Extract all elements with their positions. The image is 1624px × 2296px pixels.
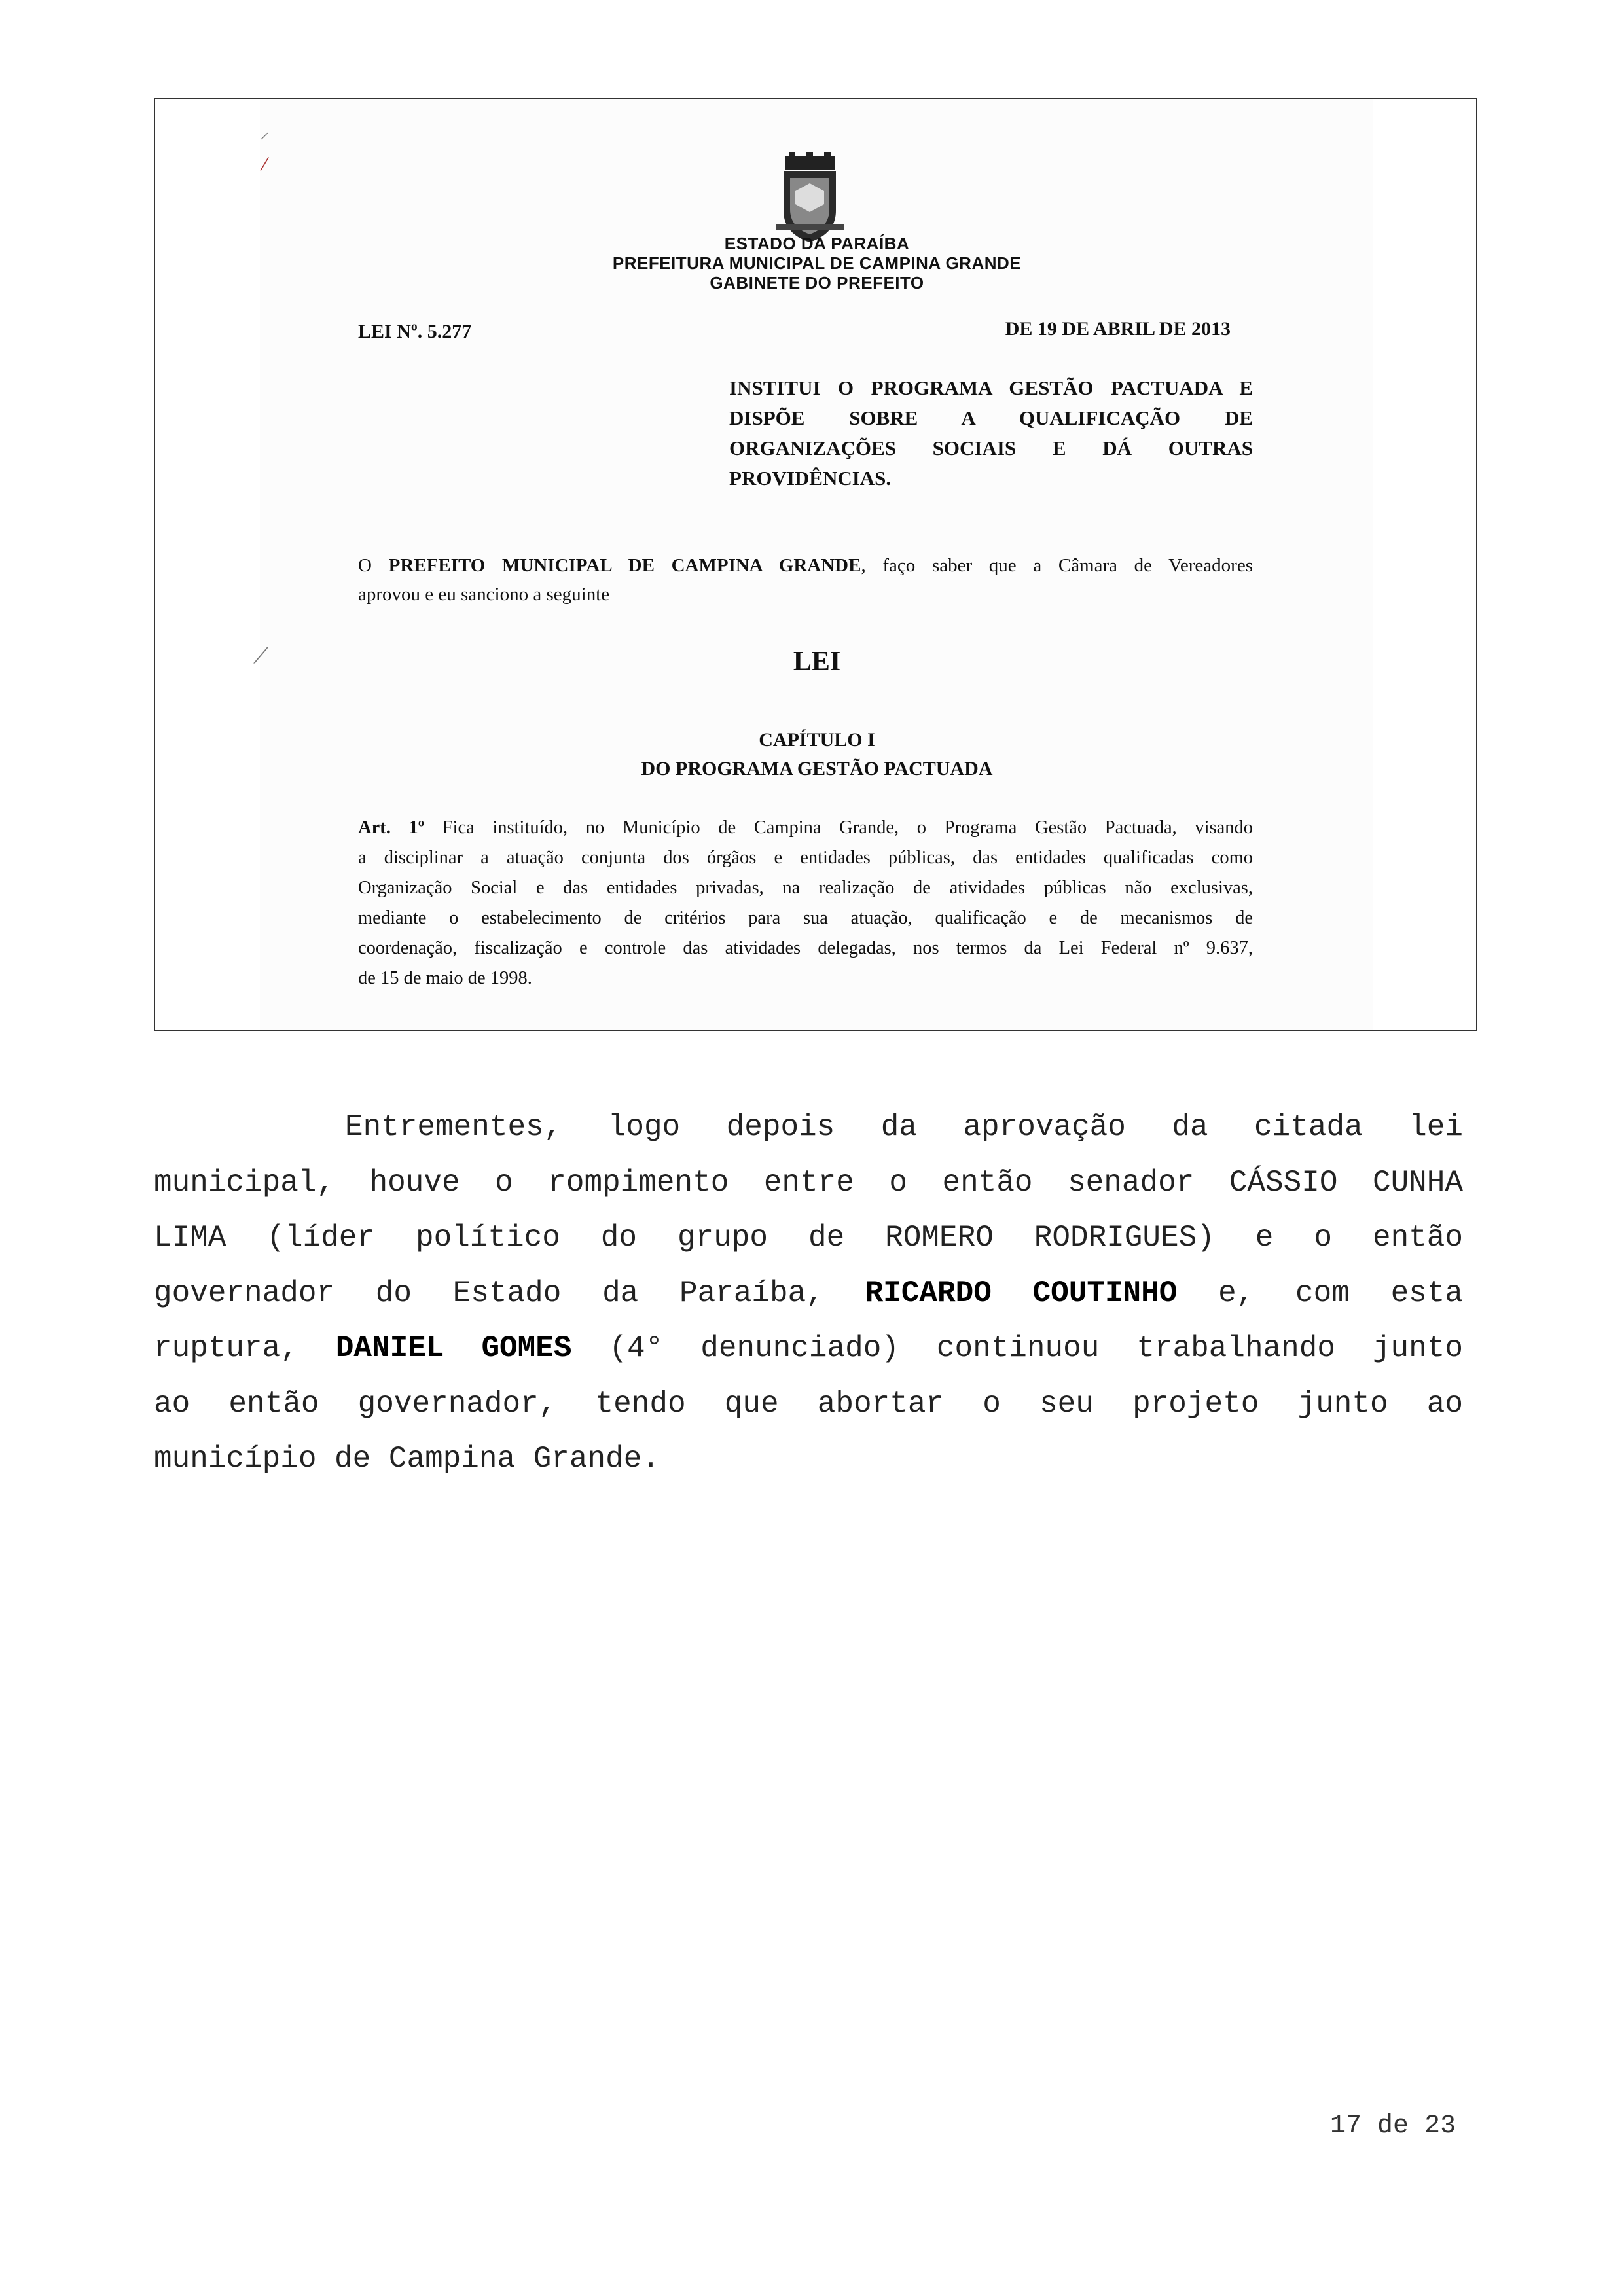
preamble-rest: , faço saber que a Câmara de Vereadores <box>861 555 1253 576</box>
law-ementa <box>729 373 1253 493</box>
law-title: LEI <box>793 647 841 677</box>
header-office: GABINETE DO PREFEITO <box>710 273 924 293</box>
article-line: coordenação, fiscalização e controle das atividades delegadas, nos termos da Lei Federal nº 9.637, <box>358 938 1253 958</box>
preamble-mayor: PREFEITO MUNICIPAL DE CAMPINA GRANDE <box>388 555 861 576</box>
law-number: LEI Nº. 5.277 <box>358 321 472 342</box>
header-state: ESTADO DA PARAÍBA <box>724 234 910 253</box>
ementa-line: ORGANIZAÇÕES SOCIAIS E DÁ OUTRAS <box>729 437 1253 459</box>
ementa-line: INSTITUI O PROGRAMA GESTÃO PACTUADA E <box>729 376 1253 399</box>
article-line: a disciplinar a atuação conjunta dos órgãos e entidades públicas, das entidades qualificadas como <box>358 848 1253 868</box>
header-city-hall: PREFEITURA MUNICIPAL DE CAMPINA GRANDE <box>612 253 1022 273</box>
body-line <box>154 1321 1463 1376</box>
body-line: LIMA (líder político do grupo de ROMERO RODRIGUES) e o então <box>154 1221 1463 1255</box>
name-ricardo-coutinho: RICARDO COUTINHO <box>865 1276 1178 1310</box>
ementa-line: PROVIDÊNCIAS. <box>729 467 892 490</box>
body-line: ao então governador, tendo que abortar o seu projeto junto ao <box>154 1386 1463 1421</box>
ementa-line: DISPÕE SOBRE A QUALIFICAÇÃO DE <box>729 406 1253 429</box>
coat-of-arms-icon <box>770 152 849 243</box>
body-paragraph <box>154 1100 1463 1487</box>
scan-speck: ⟋ <box>253 643 269 669</box>
body-line: municipal, houve o rompimento entre o então senador CÁSSIO CUNHA <box>154 1165 1463 1200</box>
article-line: Fica instituído, no Município de Campina Grande, o Programa Gestão Pactuada, visando <box>424 817 1253 838</box>
scanned-law-excerpt <box>154 98 1477 1031</box>
body-line <box>154 1100 1463 1155</box>
article-line: Organização Social e das entidades privadas, na realização de atividades públicas não exclusivas, <box>358 878 1253 898</box>
article-line: de 15 de maio de 1998. <box>358 968 532 988</box>
chapter-title: DO PROGRAMA GESTÃO PACTUADA <box>641 758 993 780</box>
preamble-lead: O <box>358 555 389 576</box>
body-text: governador do Estado da Paraíba, <box>154 1276 865 1310</box>
body-text: Entrementes, logo depois da aprovação da citada lei <box>345 1110 1463 1144</box>
name-daniel-gomes: DANIEL GOMES <box>335 1331 572 1365</box>
article-1 <box>358 813 1253 994</box>
body-text: e, com esta <box>1177 1276 1463 1310</box>
page-number: 17 de 23 <box>1329 2111 1456 2141</box>
article-line: mediante o estabelecimento de critérios para sua atuação, qualificação e de mecanismos de <box>358 908 1253 928</box>
scan-speck: ⁄ <box>263 155 266 175</box>
body-line: município de Campina Grande. <box>154 1442 660 1476</box>
scan-speck: ⸝ <box>260 121 270 143</box>
chapter-label: CAPÍTULO I <box>759 729 875 751</box>
body-text: ruptura, <box>154 1331 336 1365</box>
body-line <box>154 1266 1463 1321</box>
body-text: (4° denunciado) continuou trabalhando junto <box>571 1331 1463 1365</box>
preamble-line2: aprovou e eu sanciono a seguinte <box>358 584 610 605</box>
law-date: DE 19 DE ABRIL DE 2013 <box>1005 318 1231 340</box>
law-preamble <box>358 551 1253 609</box>
article-label: Art. 1º <box>358 817 425 838</box>
